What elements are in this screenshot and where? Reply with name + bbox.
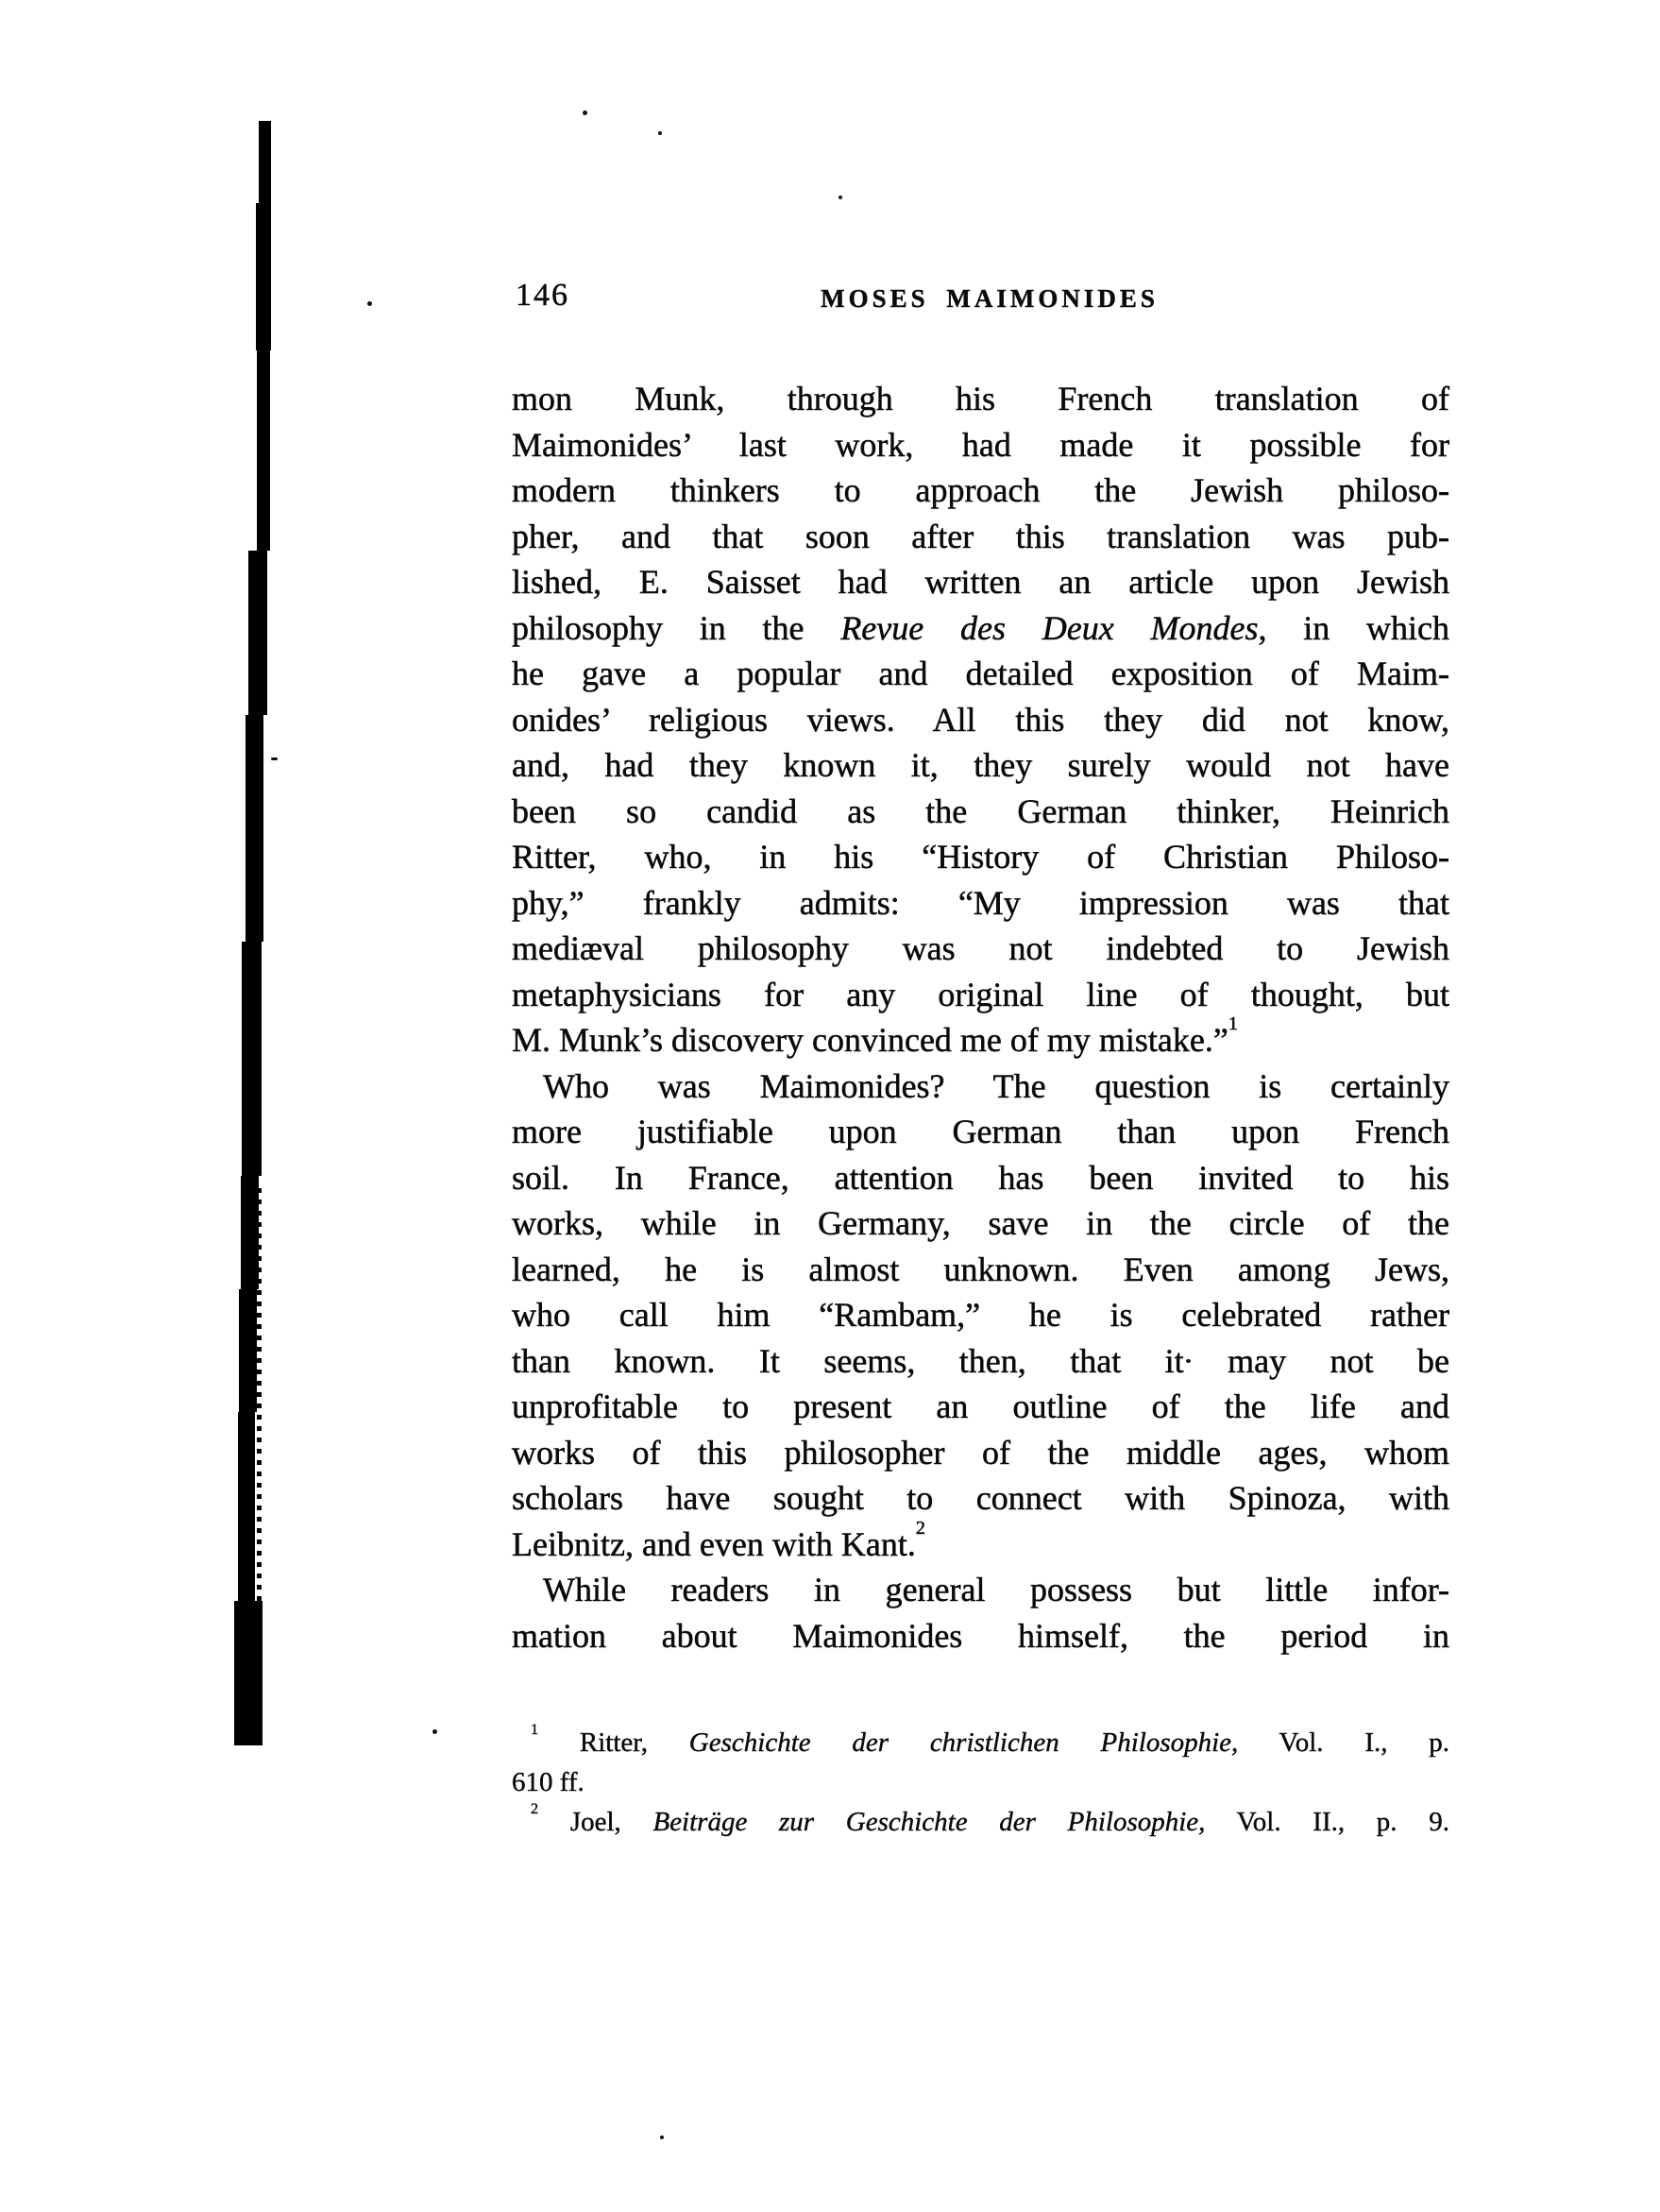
- scan-speck: [432, 1729, 437, 1734]
- body-line: Who was Maimonides? The question is certainly: [543, 1066, 1449, 1105]
- body-line: lished, E. Saisset had written an article upon Jewish: [512, 563, 1449, 601]
- footnote-number: 1: [531, 1720, 539, 1738]
- scan-artifact-streak-texture: [257, 1188, 262, 1744]
- scan-artifact-streak: [248, 551, 267, 715]
- scan-speck: [660, 2135, 664, 2139]
- body-line: M. Munk’s discovery convinced me of my mistake.”$^1$: [512, 1013, 1238, 1059]
- scan-artifact-streak: [259, 121, 271, 203]
- body-line: mon Munk, through his French translation of: [512, 380, 1449, 417]
- body-line: While readers in general possess but little infor-: [543, 1571, 1449, 1608]
- scan-artifact-streak: [239, 1289, 257, 1412]
- body-line: learned, he is almost unknown. Even among Jews,: [512, 1250, 1449, 1288]
- body-line: than known. It seems, then, that it may not be: [512, 1341, 1449, 1380]
- body-line: metaphysicians for any original line of thought, but: [512, 975, 1449, 1013]
- body-line: pher, and that soon after this translation was pub-: [512, 517, 1449, 555]
- body-line: unprofitable to present an outline of the life and: [512, 1387, 1449, 1425]
- footnotes: [512, 1720, 1449, 1842]
- book-title: Beiträge zur Geschichte der Philosophie,: [652, 1807, 1206, 1837]
- body-line: works of this philosopher of the middle ages, whom: [512, 1433, 1449, 1472]
- body-line: been so candid as the German thinker, Heinrich: [512, 791, 1449, 830]
- scan-artifact-streak: [256, 203, 271, 350]
- footnote: $^2$ Joel, Beiträge zur Geschichte der Philosophie, Vol. II., p. 9.: [531, 1799, 1449, 1837]
- body-line: more justifiable upon German than upon French: [512, 1113, 1449, 1150]
- body-line: phy,” frankly admits: “My impression was that: [512, 883, 1449, 922]
- body-line: Leibnitz, and even with Kant.$^2$: [512, 1517, 925, 1563]
- scan-speck: [271, 757, 278, 760]
- scan-speck: [838, 196, 842, 199]
- body-line: and, had they known it, they surely would not have: [512, 746, 1449, 784]
- body-line: onides’ religious views. All this they did not know,: [512, 700, 1449, 739]
- body-line: philosophy in the Revue des Deux Mondes, in which: [512, 608, 1449, 647]
- body-line: he gave a popular and detailed exposition of Maim-: [512, 655, 1449, 692]
- body-line: mediæval philosophy was not indebted to Jewish: [512, 929, 1449, 967]
- footnote-marker: 1: [1228, 1013, 1238, 1035]
- body-line: Ritter, who, in his “History of Christian Philoso-: [512, 838, 1449, 876]
- body-line: scholars have sought to connect with Spinoza, with: [512, 1479, 1449, 1517]
- journal-title: Revue des Deux Mondes: [840, 608, 1259, 647]
- body-line: mation about Maimonides himself, the period in: [512, 1616, 1449, 1655]
- book-title: Geschichte der christlichen Philosophie,: [688, 1727, 1239, 1758]
- footnote-number: 2: [531, 1799, 539, 1817]
- scan-speck: [658, 131, 662, 135]
- scan-artifact-streak: [246, 715, 263, 942]
- body-line: Maimonides’ last work, had made it possible for: [512, 425, 1449, 464]
- body-text: [512, 376, 1449, 1659]
- scan-artifact-streak: [242, 942, 262, 1176]
- scan-artifact-streak: [257, 350, 270, 551]
- scan-artifact-streak: [238, 1412, 255, 1601]
- running-head: MOSES MAIMONIDES: [821, 284, 1159, 313]
- scan-speck: [583, 111, 587, 115]
- page-number: 146: [516, 278, 569, 313]
- body-line: who call him “Rambam,” he is celebrated rather: [512, 1296, 1449, 1334]
- body-line: works, while in Germany, save in the circle of the: [512, 1204, 1449, 1242]
- footnote-marker: 2: [915, 1517, 925, 1539]
- footnote-continuation: 610 ff.: [512, 1767, 584, 1797]
- scan-speck: [367, 301, 372, 306]
- body-line: modern thinkers to approach the Jewish philoso-: [512, 471, 1449, 509]
- body-line: soil. In France, attention has been invited to his: [512, 1158, 1449, 1197]
- footnote: $^1$ Ritter, Geschichte der christlichen Philosophie, Vol. I., p.: [531, 1720, 1449, 1758]
